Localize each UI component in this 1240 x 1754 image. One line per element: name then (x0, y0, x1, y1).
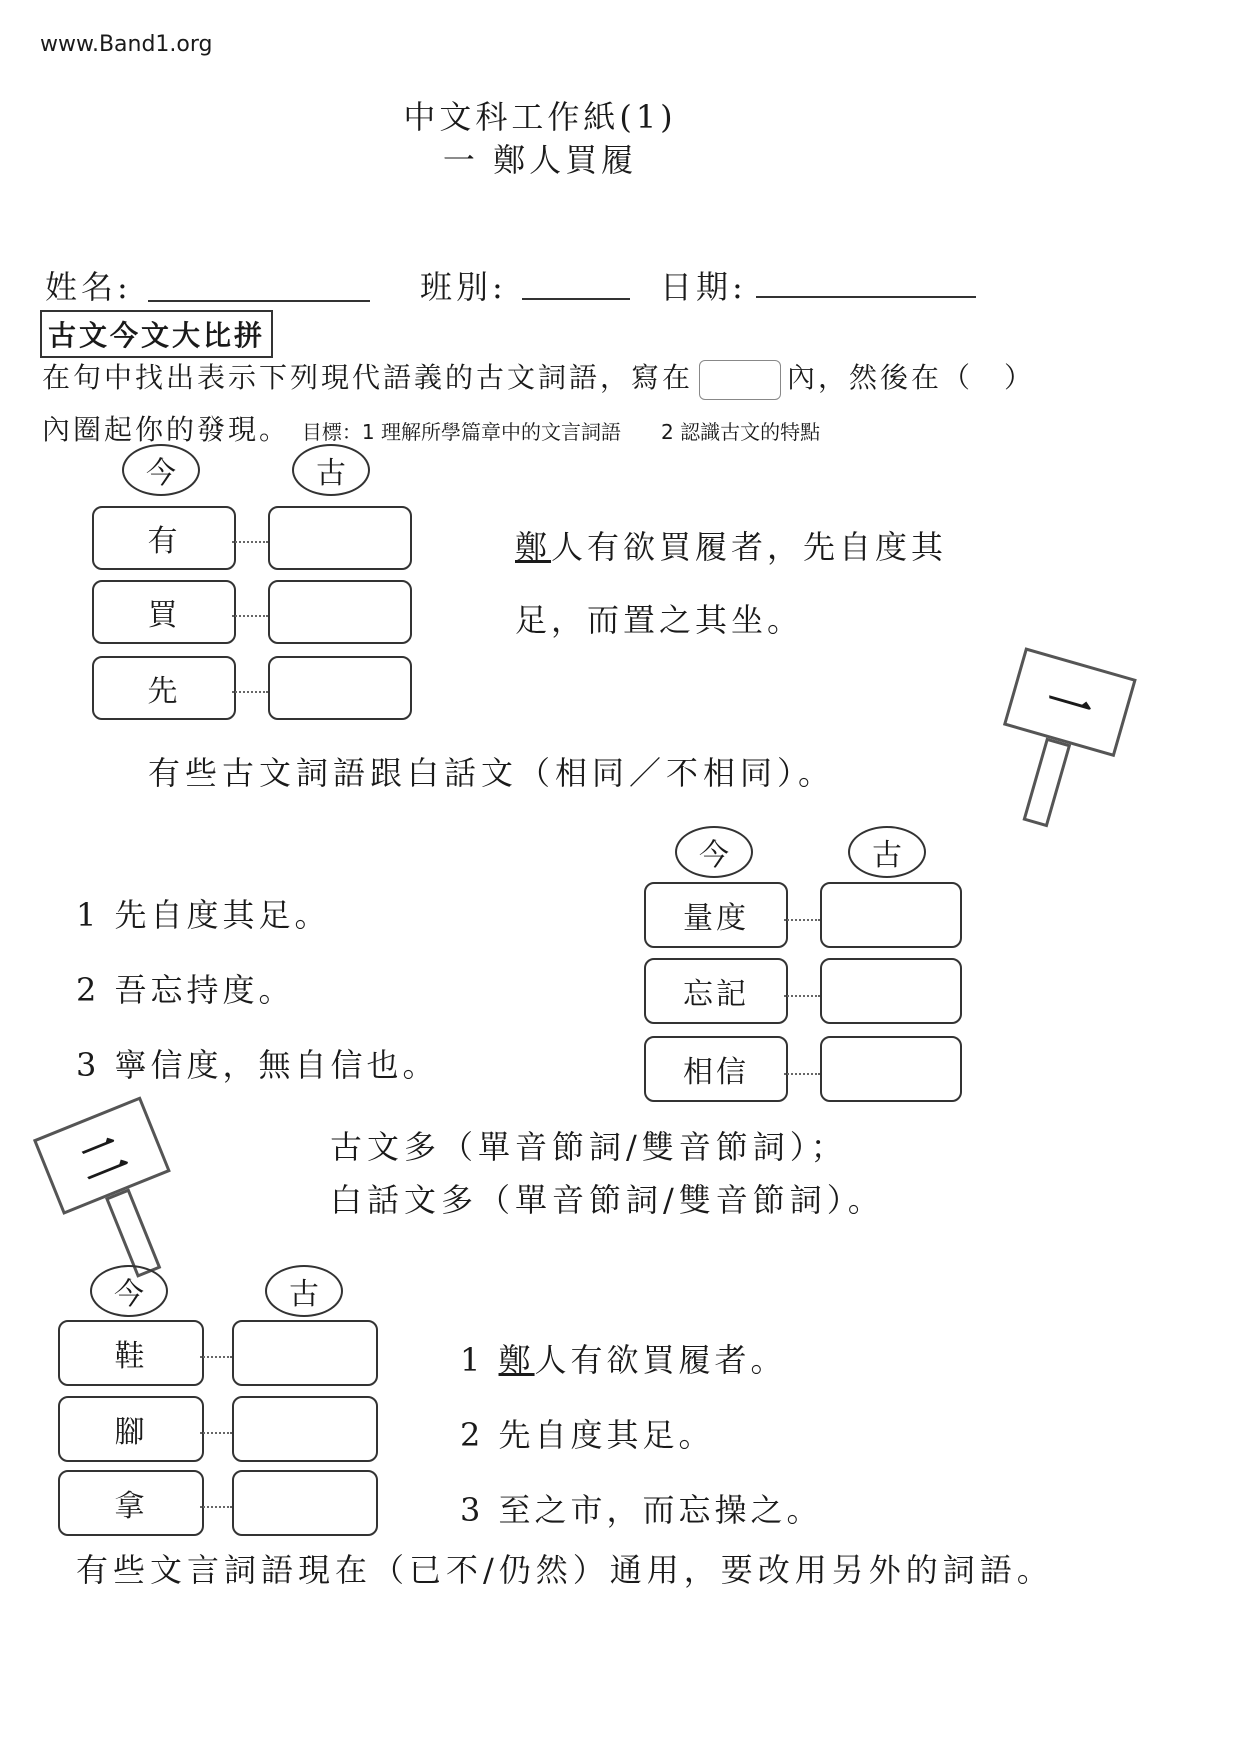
answer-box-sample (699, 360, 781, 400)
ancient-label-3: 古 (265, 1265, 343, 1317)
instruction-line1 (42, 356, 1035, 400)
connector (232, 690, 268, 693)
connector (784, 994, 820, 997)
part3-answer-box-3[interactable] (232, 1470, 378, 1536)
part3-answer-box-1[interactable] (232, 1320, 378, 1386)
ancient-label-1: 古 (292, 444, 370, 496)
objective-text: 目標：1 理解所學篇章中的文言詞語 2 認識古文的特點 (301, 420, 821, 444)
sign-two-board: 二 (33, 1096, 171, 1215)
site-url: www.Band1.org (40, 32, 213, 57)
passage-line-2: 足，而置之其坐。 (515, 601, 804, 639)
part2-finding-line1: 古文多（單音節詞/雙音節詞）； (330, 1128, 848, 1166)
part2-finding-line2: 白話文多（單音節詞/雙音節詞）。 (330, 1181, 885, 1219)
part3-sentence-1 (460, 1335, 787, 1381)
sign-one-stick (1022, 738, 1071, 828)
worksheet-title: 中文科工作紙(1) (403, 98, 677, 136)
connector (784, 1072, 820, 1075)
connector (200, 1355, 232, 1358)
part1-answer-box-1[interactable] (268, 506, 412, 570)
connector (200, 1505, 232, 1508)
date-label: 日期: (660, 268, 747, 306)
passage-line-1 (515, 522, 947, 568)
passage-text: 人有欲買履者，先自度其 (551, 528, 948, 566)
part2-answer-box-2[interactable] (820, 958, 962, 1024)
modern-label-2: 今 (675, 826, 753, 878)
date-field[interactable] (756, 295, 976, 298)
part3-sentence-2: 2 先自度其足。 (460, 1416, 715, 1454)
part3-modern-word: 鞋 (58, 1320, 204, 1386)
part1-modern-word: 先 (92, 656, 236, 720)
sign-one (979, 647, 1137, 840)
modern-label-3: 今 (90, 1265, 168, 1317)
part2-modern-word: 相信 (644, 1036, 788, 1102)
name-label: 姓名: (45, 268, 132, 306)
part3-modern-word: 拿 (58, 1470, 204, 1536)
instruction-line2 (42, 408, 820, 448)
sentence-number: 1 (460, 1341, 499, 1379)
ancient-label-2: 古 (848, 826, 926, 878)
sign-one-board: 一 (1003, 647, 1137, 757)
connector (784, 918, 820, 921)
instruction-text-b: 內，然後在（ ） (787, 361, 1036, 394)
class-field[interactable] (522, 297, 630, 300)
section-title: 古文今文大比拼 (40, 310, 273, 358)
part1-answer-box-2[interactable] (268, 580, 412, 644)
sentence-underlined-char: 鄭 (498, 1341, 535, 1379)
part1-finding: 有些古文詞語跟白話文（相同／不相同）。 (148, 754, 836, 792)
part3-finding: 有些文言詞語現在（已不/仍然）通用，要改用另外的詞語。 (76, 1551, 1054, 1589)
part3-sentence-3: 3 至之市，而忘操之。 (460, 1491, 823, 1529)
sentence-text: 人有欲買履者。 (534, 1341, 787, 1379)
part2-sentence: 2 吾忘持度。 (76, 971, 295, 1009)
connector (232, 614, 268, 617)
part2-answer-box-3[interactable] (820, 1036, 962, 1102)
instruction-text-c: 內圈起你的發現。 (42, 413, 291, 446)
part3-modern-word: 腳 (58, 1396, 204, 1462)
lesson-title: 一 鄭人買履 (442, 141, 638, 179)
part2-sentence: 3 寧信度，無自信也。 (76, 1046, 439, 1084)
class-label: 班別: (420, 268, 507, 306)
part1-answer-box-3[interactable] (268, 656, 412, 720)
name-field[interactable] (148, 299, 370, 302)
modern-label-1: 今 (122, 444, 200, 496)
instruction-text-a: 在句中找出表示下列現代語義的古文詞語，寫在 (42, 361, 694, 394)
part2-modern-word: 量度 (644, 882, 788, 948)
part1-modern-word: 買 (92, 580, 236, 644)
part2-answer-box-1[interactable] (820, 882, 962, 948)
part1-modern-word: 有 (92, 506, 236, 570)
connector (200, 1431, 232, 1434)
part3-answer-box-2[interactable] (232, 1396, 378, 1462)
part2-modern-word: 忘記 (644, 958, 788, 1024)
part2-sentence: 1 先自度其足。 (76, 896, 331, 934)
passage-underlined-char: 鄭 (515, 528, 552, 566)
connector (232, 540, 268, 543)
